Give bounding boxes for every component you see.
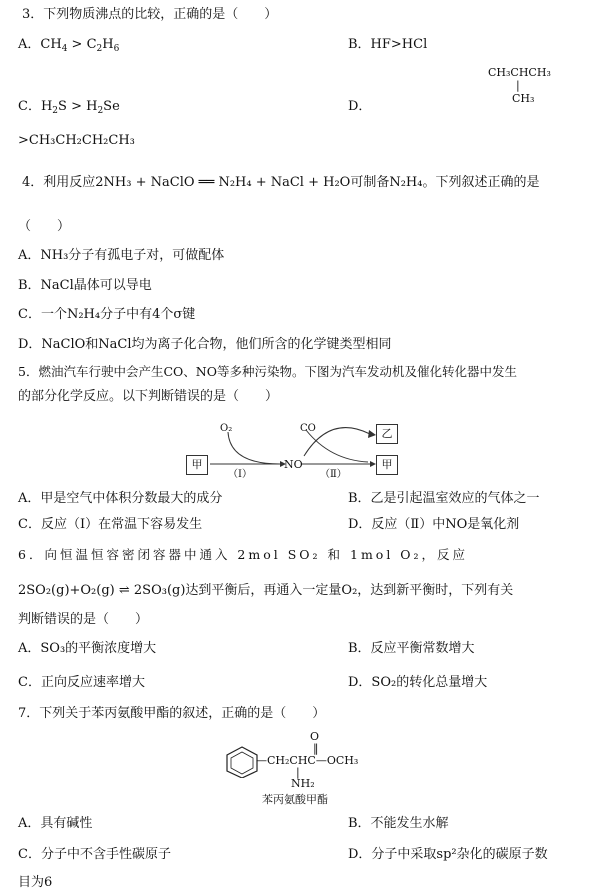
q4-option-d: D．NaClO和NaCl均为离子化合物，他们所含的化学键类型相同: [18, 337, 392, 352]
box-jia-1: 甲: [186, 455, 208, 475]
label-no: NO: [284, 458, 303, 471]
q3-option-d: D．: [348, 99, 372, 114]
label-co: CO: [300, 423, 316, 434]
q6-option-c: C．正向反应速率增大: [18, 675, 145, 690]
q4-option-c: C．一个N₂H₄分子中有4个σ键: [18, 307, 196, 322]
q5-stem-1: 5．燃油汽车行驶中会产生CO、NO等多种污染物。下图为汽车发动机及催化转化器中发生: [18, 364, 517, 379]
q4-option-b: B．NaCl晶体可以导电: [18, 278, 152, 293]
q6-option-d: D．SO₂的转化总量增大: [348, 675, 488, 690]
q7-option-a: A．具有碱性: [18, 816, 93, 831]
struct-bar: |: [296, 766, 300, 779]
q7-option-d: D．分子中采取sp²杂化的碳原子数: [348, 847, 548, 862]
q6-stem-1: 6．向恒温恒容密闭容器中通入 2mol SO₂ 和 1mol O₂，反应: [18, 547, 469, 562]
q6-stem-2: 2SO₂(g)+O₂(g) ⇌ 2SO₃(g)达到平衡后，再通入一定量O₂，达到新平衡时，下列有关: [18, 583, 514, 598]
q5-option-b: B．乙是引起温室效应的气体之一: [348, 491, 540, 506]
box-jia-2: 甲: [376, 455, 398, 475]
q5-option-d: D．反应（Ⅱ）中NO是氧化剂: [348, 517, 520, 532]
struct-double-bond: ‖: [313, 742, 319, 755]
struct-o: O: [310, 730, 320, 743]
q6-option-a: A．SO₃的平衡浓度增大: [18, 641, 157, 656]
box-yi: 乙: [376, 424, 398, 444]
q3-option-a: A．$CH_4 > C_2H_6$: [18, 37, 120, 54]
label-ii: （Ⅱ）: [320, 469, 347, 480]
q7-option-b: B．不能发生水解: [348, 816, 449, 831]
q4-stem: 4．利用反应2NH₃ + NaClO ══ N₂H₄ + NaCl + H₂O可制备N₂H₄。下列叙述正确的是: [22, 175, 540, 190]
q5-stem-2: 的部分化学反应。以下判断错误的是（ ）: [18, 389, 279, 404]
q7-option-c: C．分子中不含手性碳原子: [18, 847, 171, 862]
q5-option-c: C．反应（Ⅰ）在常温下容易发生: [18, 517, 203, 532]
q7-stem: 7．下列关于苯丙氨酸甲酯的叙述，正确的是（ ）: [18, 706, 326, 721]
q4-paren: （ ）: [18, 219, 71, 234]
q3-stem: 3．下列物质沸点的比较，正确的是（ ）: [22, 7, 278, 22]
struct-name: 苯丙氨酸甲酯: [262, 793, 328, 806]
q7-option-d-cont: 目为6: [18, 875, 53, 890]
label-o2: O₂: [220, 423, 233, 434]
q3-d-structure: CH₃CHCH₃ | CH₃: [488, 66, 551, 105]
q3-option-c: C．$H_2S > H_2Se$: [18, 99, 120, 116]
q4-option-a: A．NH₃分子有孤电子对，可做配体: [18, 248, 225, 263]
label-i: （Ⅰ）: [228, 469, 252, 480]
q6-option-b: B．反应平衡常数增大: [348, 641, 475, 656]
q3-option-d-cont: >CH₃CH₂CH₂CH₃: [18, 133, 135, 148]
q3-option-b: B．HF>HCl: [348, 37, 428, 52]
struct-nh2: NH₂: [291, 777, 315, 790]
q6-stem-3: 判断错误的是（ ）: [18, 612, 149, 627]
q5-option-a: A．甲是空气中体积分数最大的成分: [18, 491, 223, 506]
struct-chain: —CH₂CHC—OCH₃: [256, 754, 359, 767]
